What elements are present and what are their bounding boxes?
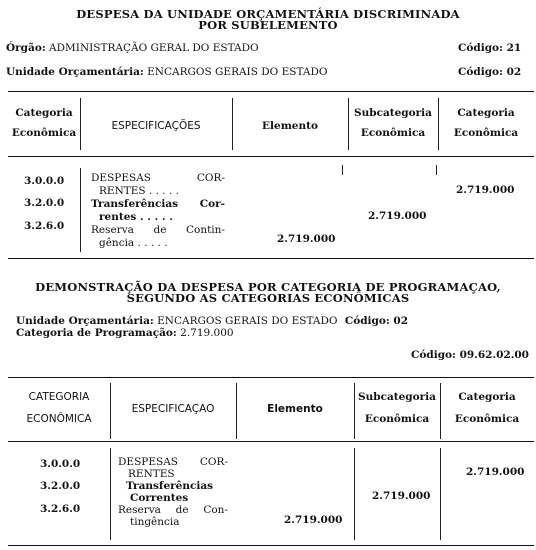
t2-categoria-value: 2.719.000 (180, 327, 234, 339)
orgao-codigo: Código: 21 (458, 42, 522, 54)
t1-header-especificacoes: ESPECIFICAÇÕES (111, 120, 201, 132)
t1-header-categoria2: Categoria Econômica (453, 107, 519, 139)
unidade-label: Unidade Orçamentária: (6, 66, 144, 78)
table1-title-line2: POR SUBELEMENTO (198, 18, 338, 32)
orgao-row (6, 42, 259, 54)
t2-categoria-row (16, 327, 234, 339)
table2-header-rule (8, 441, 534, 442)
table1-top-rule (8, 91, 534, 92)
t2-header-categoria: CATEGORIA ECONÔMICA (26, 391, 92, 425)
table2-title-line1: DEMONSTRAÇÃO DA DESPESA POR CATEGORIA DE PROGRAMAÇAO, (35, 280, 501, 294)
t2-code-3: 3.2.6.0 (40, 503, 81, 515)
t2-vline-4b (440, 448, 441, 540)
t2-subcategoria-value: 2.719.000 (372, 490, 431, 502)
t2-vline-1b (110, 448, 111, 540)
table2-title-line2: SEGUNDO AS CATEGORIAS ECONÔMICAS (126, 291, 410, 305)
t2-header-subcategoria: Subcategoria Econômica (358, 391, 436, 425)
t1-vline-1b (80, 168, 81, 252)
t2-codigo: Código: 09.62.02.00 (411, 349, 529, 361)
table2-bottom-rule (8, 545, 534, 546)
t2-code-2: 3.2.0.0 (40, 480, 81, 492)
t2-unidade-codigo: Código: 02 (344, 315, 409, 327)
t1-subcategoria-value: 2.719.000 (368, 210, 427, 222)
t1-code-3: 3.2.6.0 (24, 220, 65, 232)
t2-spec: DESPESAS COR- RENTES Transferências Correntes Reserva de Con- tingência (118, 456, 228, 528)
t1-categoria-value: 2.719.000 (456, 184, 515, 196)
table2-top-rule (8, 377, 534, 378)
table1-title-line1: DESPESA DA UNIDADE ORÇAMENTÁRIA DISCRIMINADA (76, 7, 460, 21)
t2-categoria-value: 2.719.000 (466, 466, 525, 478)
t1-vline-4b (436, 165, 437, 175)
t1-header-categoria: Categoria Econômica (11, 107, 77, 139)
t2-code-1: 3.0.0.0 (40, 458, 81, 470)
unidade-value: ENCARGOS GERAIS DO ESTADO (147, 66, 328, 78)
table1-header-rule (8, 156, 534, 157)
t1-vline-3b (342, 165, 343, 175)
t1-spec: DESPESAS COR- RENTES . . . . . Transferências Cor- rentes . . . . . Reserva de Contin- gência . . . . . (91, 172, 225, 249)
t1-code-2: 3.2.0.0 (24, 197, 65, 209)
t2-vline-3b (354, 448, 355, 540)
t2-header-categoria2: Categoria Econômica (454, 391, 520, 425)
t2-unidade-label: Unidade Orçamentária: (16, 315, 154, 327)
t1-elemento-value: 2.719.000 (277, 233, 336, 245)
unidade-codigo: Código: 02 (458, 66, 522, 78)
t2-unidade-value: ENCARGOS GERAIS DO ESTADO (157, 315, 338, 327)
orgao-label: Órgão: (6, 42, 46, 54)
t1-header-elemento: Elemento (262, 120, 318, 132)
t2-elemento-value: 2.719.000 (284, 514, 343, 526)
t2-categoria-label: Categoria de Programação: (16, 327, 177, 339)
unidade-row (6, 66, 328, 78)
table1-bottom-rule (8, 258, 534, 259)
t2-unidade-row (16, 315, 408, 327)
t2-header-elemento: Elemento (267, 403, 323, 415)
orgao-value: ADMINISTRAÇÃO GERAL DO ESTADO (49, 42, 259, 54)
t2-header-especificacao: ESPECIFICAÇAO (131, 403, 215, 415)
t1-header-subcategoria: Subcategoria Econômica (354, 107, 432, 139)
t1-code-1: 3.0.0.0 (24, 175, 65, 187)
